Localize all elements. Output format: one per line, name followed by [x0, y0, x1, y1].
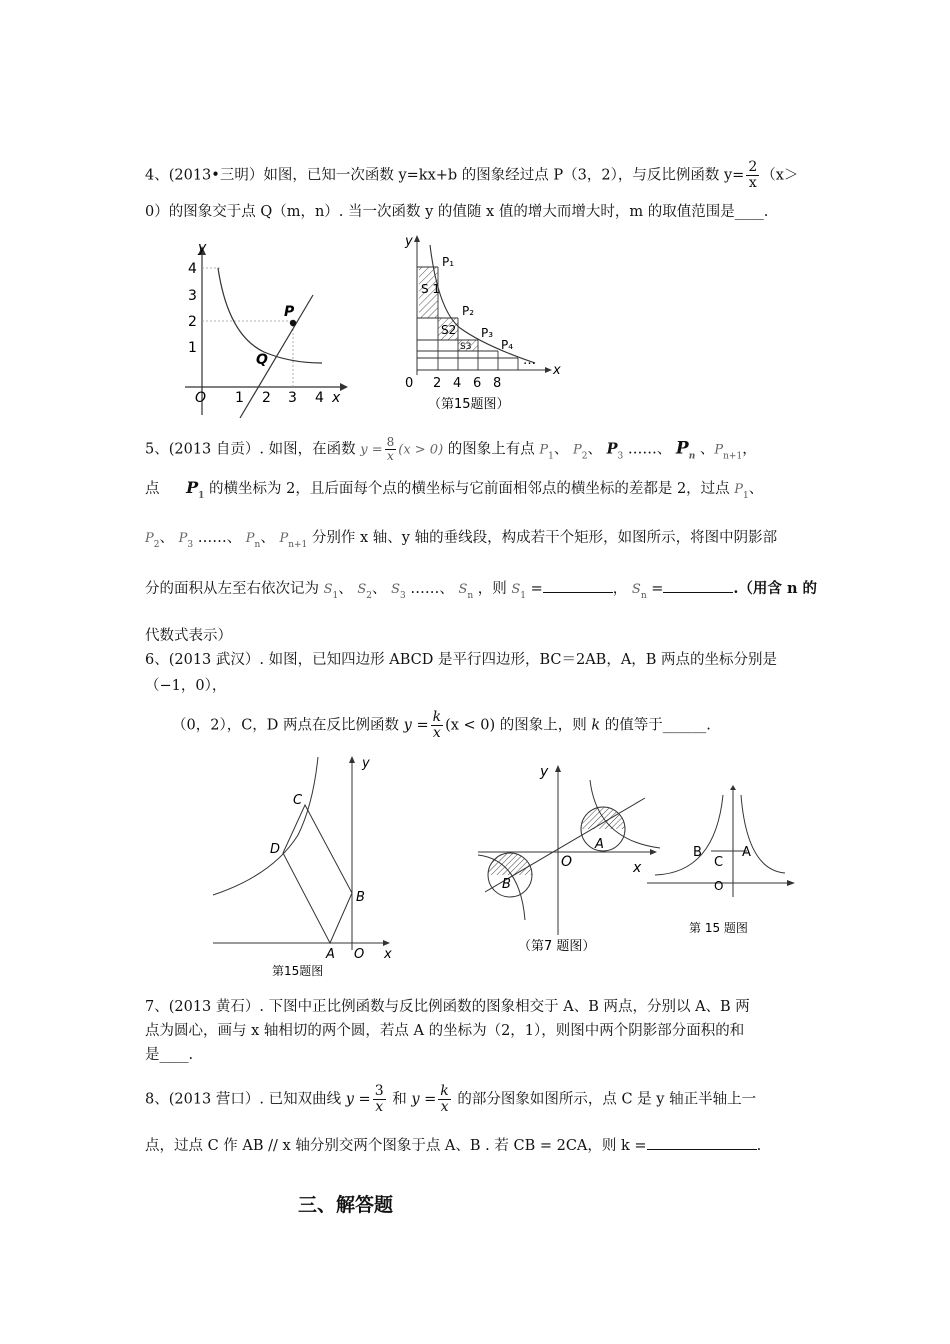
figure-parallelogram — [208, 755, 408, 985]
q4-x-label: x — [332, 390, 341, 406]
q6-line1: 6、(2013 武汉）. 如图，已知四边形 ABCD 是平行四边形，BC＝2AB，A，B 两点的坐标分别是 — [145, 652, 778, 668]
figure-circles — [470, 760, 670, 955]
abcd-point-b: B — [356, 890, 365, 905]
hyper-caption: 第 15 题图 — [689, 921, 748, 935]
hyper-point-a: A — [742, 845, 751, 860]
q4-ytick-3: 3 — [188, 288, 197, 304]
circles-origin: O — [561, 854, 573, 870]
abcd-caption: 第15题图 — [272, 964, 324, 978]
rect-origin: 0 — [405, 376, 414, 391]
q4-point-q: Q — [256, 352, 268, 368]
rect-s1: S 1 — [421, 282, 441, 296]
rect-xtick-2: 2 — [433, 376, 442, 391]
rect-xtick-4: 4 — [453, 376, 462, 391]
q4-point-p: P — [284, 304, 295, 320]
rect-p2: P₂ — [462, 304, 475, 318]
rect-p4: P₄ — [501, 338, 514, 352]
abcd-point-c: C — [293, 793, 303, 808]
q5-line3: $P_2$、 $P_3$ ……、 $P_n$、 $P_{n+1}$ 分别作 x 轴、y 轴的垂线段，构成若干个矩形，如图所示，将图中阴影部 — [145, 530, 778, 550]
q4-ytick-4: 4 — [188, 261, 197, 277]
abcd-x-label: x — [384, 947, 392, 962]
q8-answer-blank — [647, 1135, 757, 1150]
q4-line1: 4、(2013•三明）如图，已知一次函数 y=kx+b 的图象经过点 P（3，2），与反比例函数 y= $\frac{2}{x}$ （x＞ — [145, 159, 799, 191]
q6-line3: （0，2），C，D 两点在反比例函数 y = $\frac{k}{x}$ (x < 0) 的图象上，则 k 的值等于______. — [172, 709, 711, 741]
hyper-point-b: B — [693, 845, 702, 860]
q8-line2: 点，过点 C 作 AB // x 轴分别交两个图象于点 A、B . 若 CB = 2CA，则 k = . — [145, 1135, 761, 1156]
rect-p3: P₃ — [481, 326, 494, 340]
q5-line4: 分的面积从左至右依次记为 $S_1$、 $S_2$、 $S_3$ ……、 $S_n$ ，则 $S_1$ = ， $S_n$ = .（用含 n 的 — [145, 580, 818, 601]
q4-ytick-1: 1 — [188, 340, 197, 356]
q4-origin: O — [195, 390, 207, 406]
figure-rectangles — [395, 230, 565, 420]
q5-line5: 代数式表示） — [145, 628, 232, 644]
rect-dots: … — [523, 353, 536, 368]
q4-xtick-3: 3 — [288, 390, 297, 406]
hyper-point-c: C — [714, 855, 724, 870]
section-heading: 三、解答题 — [298, 1194, 394, 1216]
q7-line2: 点为圆心，画与 x 轴相切的两个圆，若点 A 的坐标为（2，1），则图中两个阴影部分面积的和 — [145, 1023, 745, 1039]
figure-q4-graph — [180, 240, 350, 425]
rect-xtick-8: 8 — [493, 376, 502, 391]
q4-xtick-1: 1 — [235, 390, 244, 406]
q6-line2: （−1，0）， — [145, 678, 227, 694]
hyper-origin: O — [714, 879, 724, 893]
q4-xtick-2: 2 — [262, 390, 271, 406]
rect-s3: S3 — [460, 342, 472, 352]
q5-line1: 5、(2013 自贡）. 如图，在函数 y = $\frac{8}{x}$ (x > 0) 的图象上有点 $P_1$、 $P_2$、 $P_3$ ……、 $P_n$ 、$P_{n+1}$， — [145, 435, 757, 463]
q7-line3: 是____. — [145, 1047, 194, 1063]
q4-xtick-4: 4 — [315, 390, 324, 406]
q5-line2: 点 $P_1$ 的横坐标为 2，且后面每个点的横坐标与它前面相邻点的横坐标的差都是 2，过点 $P_1$、 — [145, 478, 764, 501]
rect-s2: S2 — [441, 323, 457, 337]
rect-p1: P₁ — [442, 255, 455, 269]
rect-y-label: y — [405, 234, 413, 249]
abcd-point-d: D — [270, 842, 281, 857]
figure-hyperbolas — [645, 785, 805, 940]
circles-point-a: A — [595, 837, 604, 852]
q4-line2: 0）的图象交于点 Q（m，n）. 当一次函数 y 的值随 x 值的增大而增大时，m 的取值范围是____. — [145, 204, 769, 220]
rect-caption: （第15题图） — [428, 397, 510, 412]
abcd-origin: O — [354, 947, 365, 962]
abcd-y-label: y — [362, 756, 370, 771]
rect-x-label: x — [553, 363, 561, 378]
q4-fraction: $\frac{2}{x}$ — [748, 159, 758, 191]
q4-ytick-2: 2 — [188, 314, 197, 330]
q7-line1: 7、(2013 黄石）. 下图中正比例函数与反比例函数的图象相交于 A、B 两点，分别以 A、B 两 — [145, 999, 750, 1015]
circles-x-label: x — [633, 860, 642, 876]
rect-xtick-6: 6 — [473, 376, 482, 391]
circles-y-label: y — [540, 764, 549, 780]
abcd-point-a: A — [326, 947, 335, 962]
q8-line1: 8、(2013 营口）. 已知双曲线 y = $\frac{3}{x}$ 和 y = $\frac{k}{x}$ 的部分图象如图所示，点 C 是 y 轴正半轴上一 — [145, 1083, 757, 1115]
q4-y-label: y — [198, 240, 207, 256]
circles-point-b: B — [502, 877, 511, 892]
circles-caption: （第7 题图） — [518, 939, 596, 954]
